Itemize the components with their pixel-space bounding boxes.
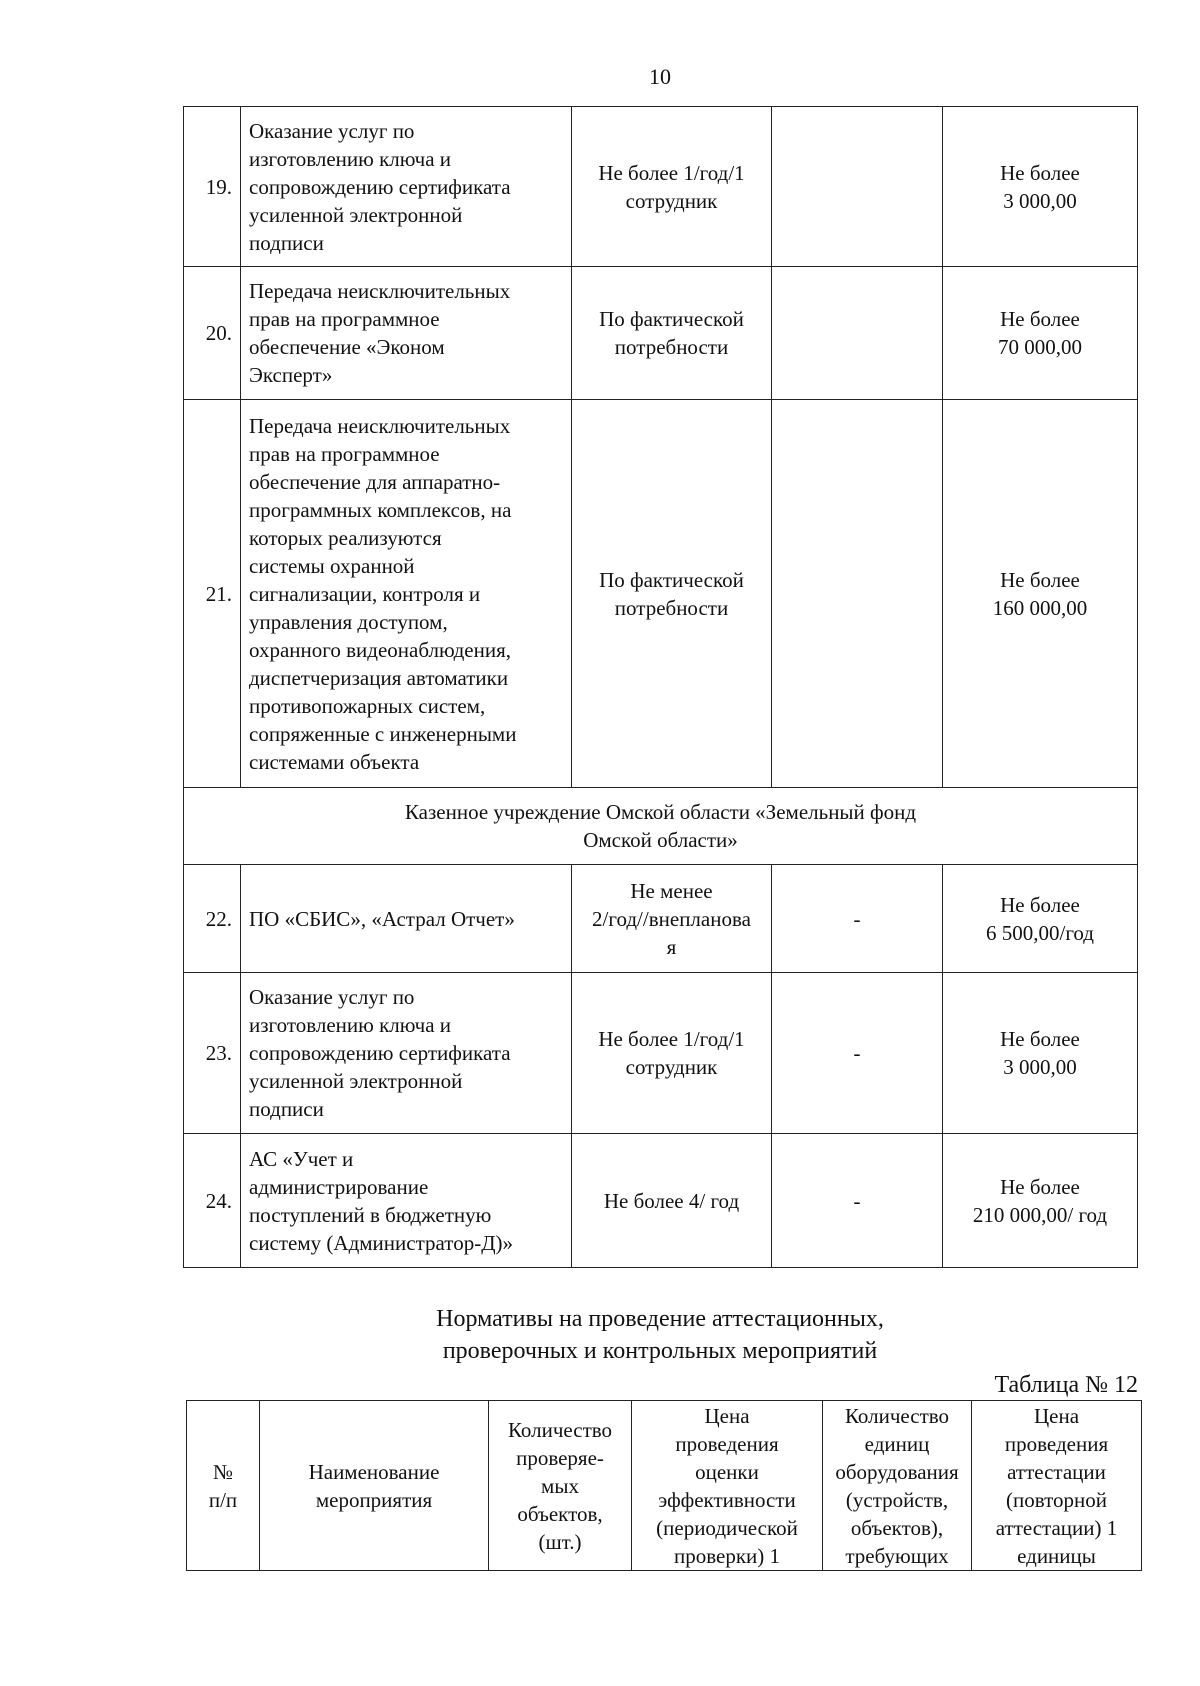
header-attestation-price: Цена проведения аттестации (повторной аттестации) 1 единицы	[972, 1401, 1142, 1571]
service-name: Оказание услуг по изготовлению ключа и сопровождению сертификата усиленной электронной подписи	[241, 107, 572, 267]
service-name: Передача неисключительных прав на программное обеспечение для аппаратно- программных комплексов, на которых реализуются системы охранной сигнализации, контроля и управления доступом, охранного видеонаблюдения, диспетчеризация автоматики противопожарных систем, сопряженные с инженерными системами объекта	[241, 400, 572, 788]
price-limit: Не более 3 000,00	[943, 107, 1138, 267]
price-limit: Не более 210 000,00/ год	[943, 1134, 1138, 1268]
table-row	[184, 973, 1138, 1134]
row-number: 21.	[184, 400, 241, 788]
service-name: Передача неисключительных прав на программное обеспечение «Эконом Эксперт»	[241, 267, 572, 400]
row-number: 24.	[184, 1134, 241, 1268]
table-11-continuation	[183, 106, 1138, 1268]
table-row	[184, 1134, 1138, 1268]
section-title: Казенное учреждение Омской области «Земельный фонд Омской области»	[184, 788, 1138, 865]
empty-cell	[772, 267, 943, 400]
empty-cell	[772, 400, 943, 788]
price-limit: Не более 160 000,00	[943, 400, 1138, 788]
section-row	[184, 788, 1138, 865]
price-limit: Не более 6 500,00/год	[943, 865, 1138, 973]
table-row	[184, 865, 1138, 973]
price-limit: Не более 70 000,00	[943, 267, 1138, 400]
table-row	[184, 267, 1138, 400]
dash-cell: -	[772, 973, 943, 1134]
table-12-header	[186, 1400, 1142, 1571]
price-limit: Не более 3 000,00	[943, 973, 1138, 1134]
table-row	[184, 107, 1138, 267]
quantity-norm: Не более 1/год/1 сотрудник	[572, 973, 772, 1134]
header-number: № п/п	[187, 1401, 260, 1571]
section-heading: Нормативы на проведение аттестационных, проверочных и контрольных мероприятий	[436, 1306, 884, 1364]
quantity-norm: По фактической потребности	[572, 400, 772, 788]
service-name: АС «Учет и администрирование поступлений в бюджетную систему (Администратор-Д)»	[241, 1134, 572, 1268]
service-name: Оказание услуг по изготовлению ключа и сопровождению сертификата усиленной электронной подписи	[241, 973, 572, 1134]
quantity-norm: Не менее 2/год//внепланова я	[572, 865, 772, 973]
table-row	[184, 400, 1138, 788]
quantity-norm: Не более 4/ год	[572, 1134, 772, 1268]
header-equipment-units: Количество единиц оборудования (устройств, объектов), требующих	[823, 1401, 972, 1571]
row-number: 23.	[184, 973, 241, 1134]
empty-cell	[772, 107, 943, 267]
header-objects-count: Количество проверяе- мых объектов, (шт.)	[489, 1401, 632, 1571]
service-name: ПО «СБИС», «Астрал Отчет»	[241, 865, 572, 973]
header-activity-name: Наименование мероприятия	[260, 1401, 489, 1571]
quantity-norm: По фактической потребности	[572, 267, 772, 400]
row-number: 22.	[184, 865, 241, 973]
dash-cell: -	[772, 865, 943, 973]
header-evaluation-price: Цена проведения оценки эффективности (периодической проверки) 1	[632, 1401, 823, 1571]
row-number: 20.	[184, 267, 241, 400]
row-number: 19.	[184, 107, 241, 267]
page-number: 10	[649, 64, 671, 89]
table-label: Таблица № 12	[994, 1372, 1138, 1398]
header-row	[187, 1401, 1142, 1571]
dash-cell: -	[772, 1134, 943, 1268]
quantity-norm: Не более 1/год/1 сотрудник	[572, 107, 772, 267]
